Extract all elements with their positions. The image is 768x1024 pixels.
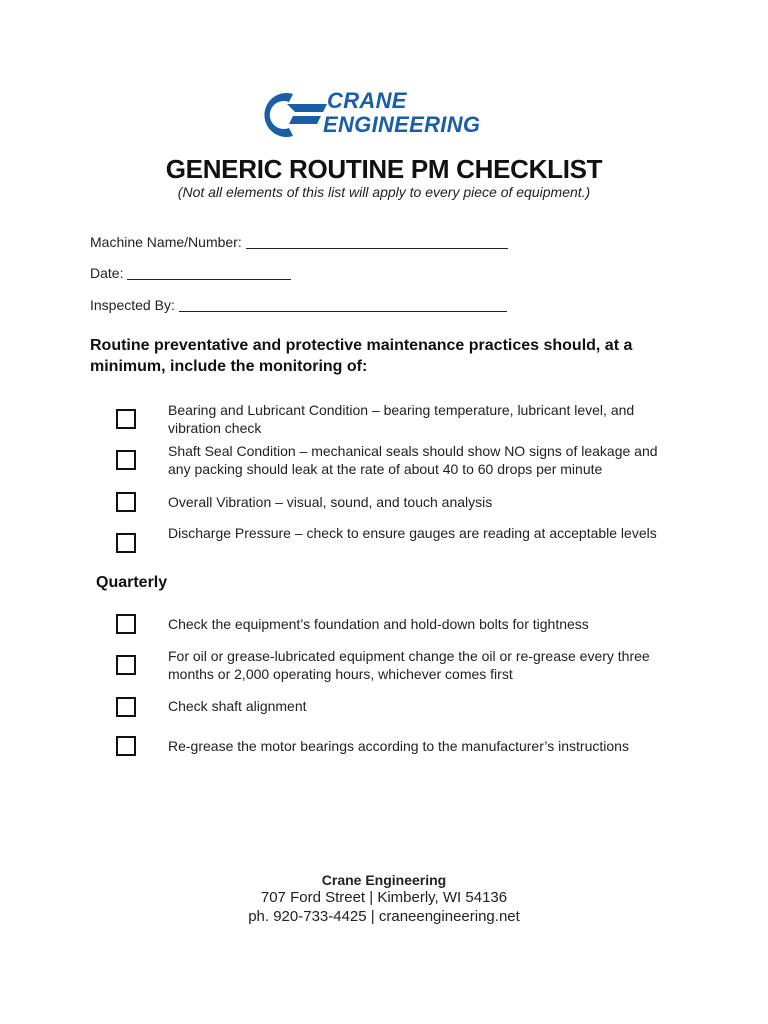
checklist-item-discharge: Discharge Pressure – check to ensure gauges are reading at acceptable levels <box>168 525 657 541</box>
inspected-by-field <box>90 297 507 313</box>
checkbox-discharge[interactable] <box>116 533 136 553</box>
checklist-item-shaft-seal: Shaft Seal Condition – mechanical seals should show NO signs of leakage and any packing should leak at the rate of about 40 to 60 drops per minute <box>168 443 658 477</box>
checklist-item-bearing: Bearing and Lubricant Condition – bearing temperature, lubricant level, and vibration check <box>168 402 635 436</box>
checklist-item-vibration: Overall Vibration – visual, sound, and touch analysis <box>168 494 493 510</box>
date-blank[interactable] <box>127 265 291 280</box>
checklist-item-regrease: Re-grease the motor bearings according to the manufacturer’s instructions <box>168 738 629 754</box>
crane-logo-icon <box>259 92 329 138</box>
page-title: GENERIC ROUTINE PM CHECKLIST <box>165 154 603 184</box>
checkbox-shaft-seal[interactable] <box>116 450 136 470</box>
footer-address: 707 Ford Street | Kimberly, WI 54136 <box>260 889 508 906</box>
date-label: Date: <box>90 265 124 281</box>
checklist-item-shaft-alignment: Check shaft alignment <box>168 698 307 714</box>
page-subtitle: (Not all elements of this list will apply to every piece of equipment.) <box>177 184 591 200</box>
quarterly-heading: Quarterly <box>96 574 168 591</box>
inspected-by-blank[interactable] <box>179 297 507 312</box>
inspected-by-label: Inspected By: <box>90 297 175 313</box>
footer-contact: ph. 920-733-4425 | craneengineering.net <box>248 908 520 925</box>
checkbox-regrease[interactable] <box>116 736 136 756</box>
checkbox-shaft-alignment[interactable] <box>116 697 136 717</box>
machine-name-blank[interactable] <box>246 234 508 249</box>
checklist-item-oil-change: For oil or grease-lubricated equipment change the oil or re-grease every three months or 2,000 operating hours, whichever comes first <box>168 648 650 682</box>
footer-company-name: Crane Engineering <box>321 872 447 888</box>
date-field <box>90 265 291 281</box>
logo-text-line1: CRANE <box>327 88 407 113</box>
company-logo <box>259 90 519 140</box>
checkbox-bearing[interactable] <box>116 409 136 429</box>
machine-name-field <box>90 234 508 250</box>
checkbox-vibration[interactable] <box>116 492 136 512</box>
checkbox-oil-change[interactable] <box>116 655 136 675</box>
machine-name-label: Machine Name/Number: <box>90 234 242 250</box>
checkbox-foundation[interactable] <box>116 614 136 634</box>
logo-text-line2: ENGINEERING <box>323 112 481 137</box>
intro-text: Routine preventative and protective maintenance practices should, at a minimum, include the monitoring of: <box>90 337 633 375</box>
checklist-item-foundation: Check the equipment’s foundation and hold-down bolts for tightness <box>168 616 589 632</box>
